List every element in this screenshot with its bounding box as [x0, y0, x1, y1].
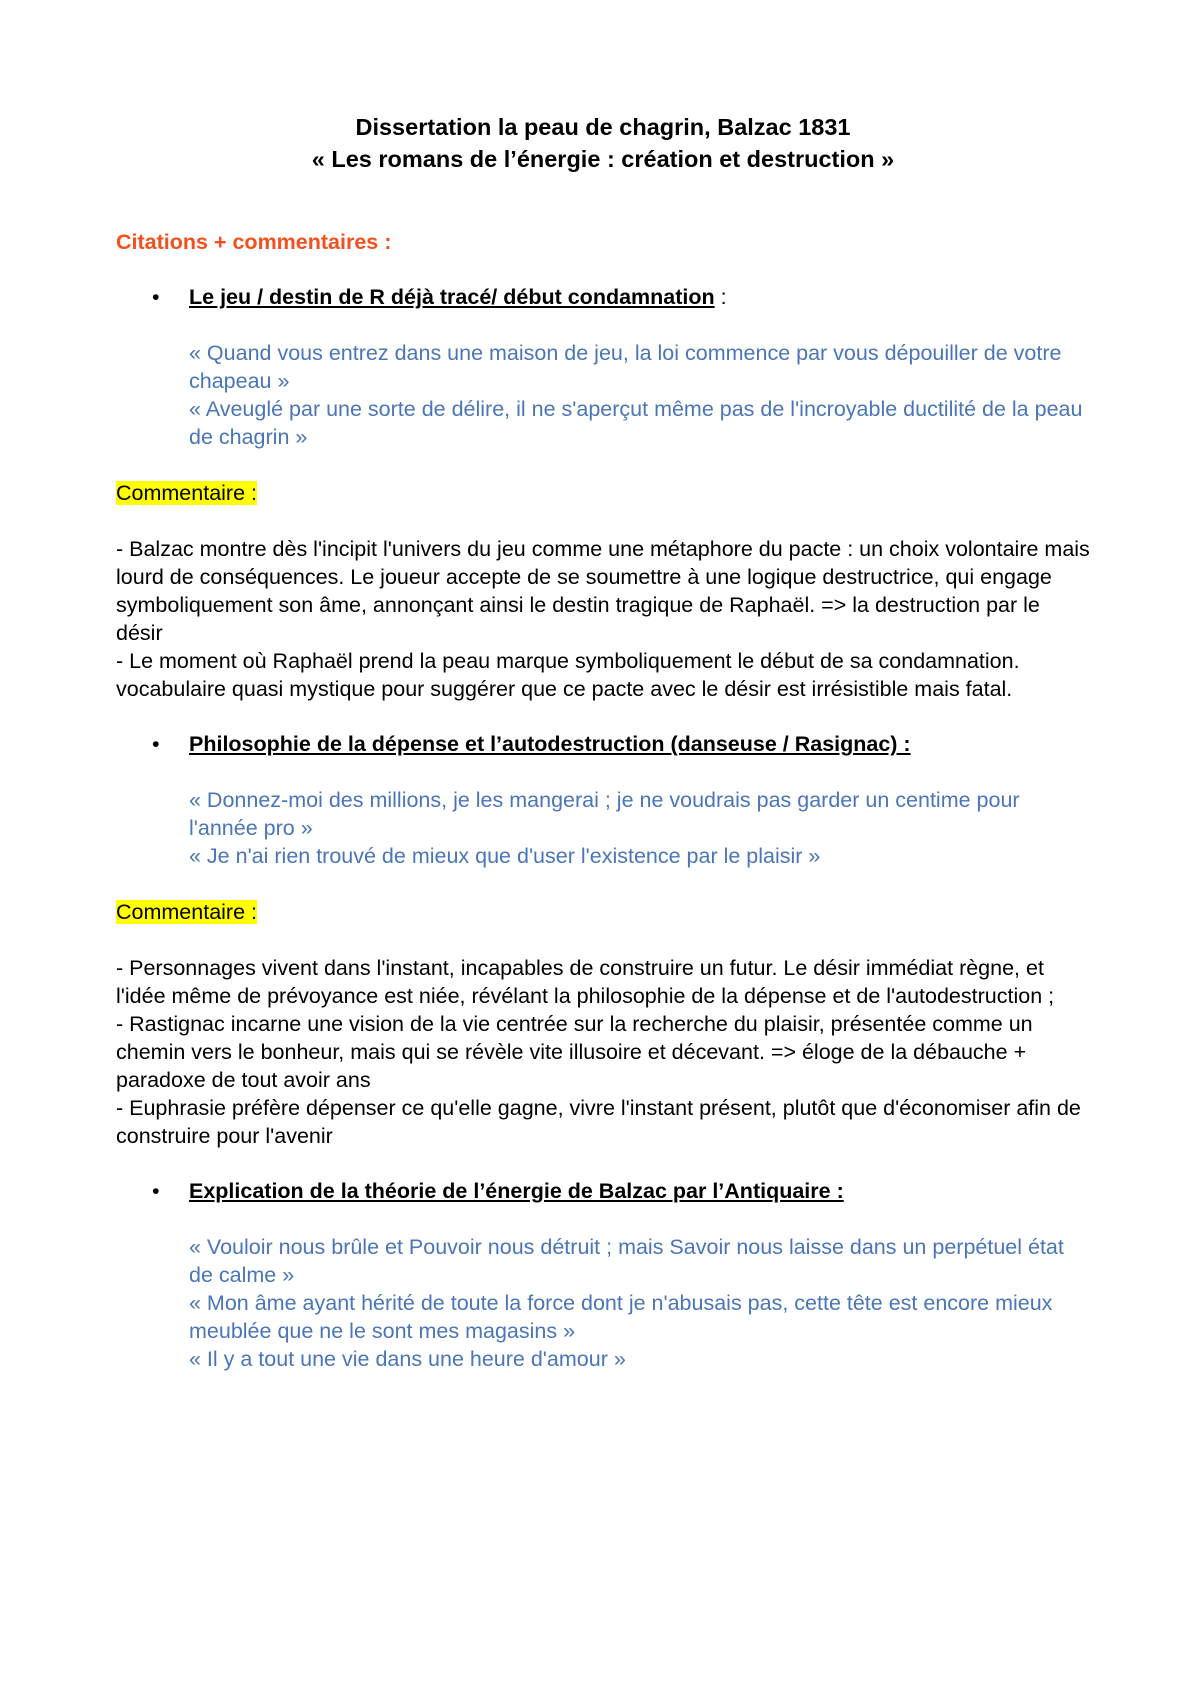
comment-paragraph: - Personnages vivent dans l'instant, incapables de construire un futur. Le désir immédiat règne, et l'idée même de prévoyance est niée, révélant la philosophie de la dépense et de l'autodestruction ;	[116, 956, 1055, 1008]
comment-body	[116, 954, 1090, 1150]
document-title: Dissertation la peau de chagrin, Balzac 1831	[355, 114, 851, 140]
bullet-heading-suffix: :	[714, 285, 727, 309]
document-subtitle: « Les romans de l’énergie : création et destruction »	[311, 146, 895, 172]
bullet-heading-text: Philosophie de la dépense et l’autodestruction (danseuse / Rasignac) :	[189, 732, 911, 756]
quote: « Vouloir nous brûle et Pouvoir nous détruit ; mais Savoir nous laisse dans un perpétuel état de calme »	[189, 1235, 1064, 1287]
comment-body	[116, 535, 1090, 703]
quote: « Quand vous entrez dans une maison de jeu, la loi commence par vous dépouiller de votre chapeau »	[189, 341, 1062, 393]
comment-label-text: Commentaire :	[116, 481, 257, 505]
comment-paragraph: - Le moment où Raphaël prend la peau marque symboliquement le début de sa condamnation. vocabulaire quasi mystique pour suggérer que ce pacte avec le désir est irrésistible mais fatal.	[116, 649, 1020, 701]
comment-paragraph: - Rastignac incarne une vision de la vie centrée sur la recherche du plaisir, présentée comme un chemin vers le bonheur, mais qui se révèle vite illusoire et décevant. => éloge de la débauche + paradoxe de tout avoir ans	[116, 1012, 1033, 1092]
section-heading: Citations + commentaires :	[116, 230, 392, 254]
comment-label-text: Commentaire :	[116, 900, 257, 924]
quote-block	[116, 339, 1090, 451]
bullet-dot: •	[152, 1179, 160, 1203]
comment-label	[116, 898, 1090, 926]
bullet-heading-jeu	[116, 283, 1090, 311]
bullet-heading-text: Explication de la théorie de l’énergie de Balzac par l’Antiquaire :	[189, 1179, 844, 1203]
comment-paragraph: - Balzac montre dès l'incipit l'univers du jeu comme une métaphore du pacte : un choix volontaire mais lourd de conséquences. Le joueur accepte de se soumettre à une logique destructrice, qui engage symboliquement son âme, annonçant ainsi le destin tragique de Raphaël. => la destruction par le désir	[116, 537, 1090, 645]
bullet-dot: •	[152, 285, 160, 309]
quote: « Aveuglé par une sorte de délire, il ne s'aperçut même pas de l'incroyable ductilité de la peau de chagrin »	[189, 397, 1083, 449]
bullet-dot: •	[152, 732, 160, 756]
quote-block	[116, 786, 1090, 870]
quote: « Donnez-moi des millions, je les mangerai ; je ne voudrais pas garder un centime pour l'année pro »	[189, 788, 1020, 840]
bullet-heading-text: Le jeu / destin de R déjà tracé/ début condamnation	[189, 285, 715, 309]
comment-paragraph: - Euphrasie préfère dépenser ce qu'elle gagne, vivre l'instant présent, plutôt que d'économiser afin de construire pour l'avenir	[116, 1096, 1081, 1148]
quote-block	[116, 1233, 1090, 1373]
bullet-heading-depense	[116, 730, 1090, 758]
bullet-heading-energie	[116, 1177, 1090, 1205]
comment-label	[116, 479, 1090, 507]
quote: « Mon âme ayant hérité de toute la force dont je n'abusais pas, cette tête est encore mieux meublée que ne le sont mes magasins »	[189, 1291, 1053, 1343]
quote: « Je n'ai rien trouvé de mieux que d'user l'existence par le plaisir »	[189, 844, 821, 868]
quote: « Il y a tout une vie dans une heure d'amour »	[189, 1347, 626, 1371]
